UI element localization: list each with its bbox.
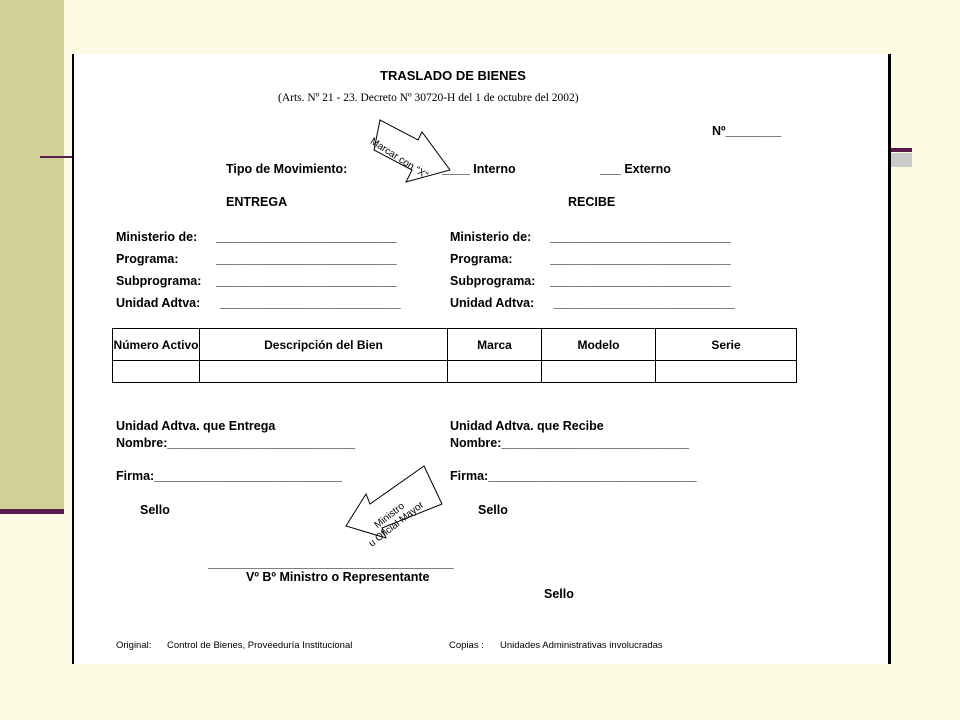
footer-copies-label: Copias : (449, 640, 484, 651)
recibe-subprogram-line: __________________________ (550, 274, 731, 288)
recibe-seal-label: Sello (478, 503, 508, 517)
recibe-unit-label: Unidad Adtva: (450, 296, 535, 310)
cell-description (200, 361, 448, 383)
vb-seal-label: Sello (544, 587, 574, 601)
footer-original-value: Control de Bienes, Proveeduría Institucional (167, 640, 353, 651)
document-number: Nº________ (712, 124, 782, 138)
recibe-unit-heading: Unidad Adtva. que Recibe (450, 419, 604, 433)
left-decorative-rule (0, 509, 64, 514)
cell-brand (448, 361, 542, 383)
recibe-ministry-line: __________________________ (550, 230, 731, 244)
recibe-name-line: Nombre:___________________________ (450, 436, 690, 450)
footer-original-label: Original: (116, 640, 152, 651)
recibe-signature-line: Firma:______________________________ (450, 469, 697, 483)
header-serial: Serie (656, 329, 797, 361)
entrega-subprogram-label: Subprograma: (116, 274, 202, 288)
entrega-unit-heading: Unidad Adtva. que Entrega (116, 419, 276, 433)
table-header-row (113, 329, 797, 361)
decorative-rule (40, 156, 74, 158)
movement-external-option: ___ Externo (600, 162, 671, 176)
form-title: TRASLADO DE BIENES (380, 68, 526, 83)
header-description: Descripción del Bien (200, 329, 448, 361)
minister-callout-text: Ministro u Oficial Mayor (366, 499, 427, 550)
recibe-subprogram-label: Subprograma: (450, 274, 536, 288)
recibe-heading: RECIBE (568, 195, 616, 209)
header-brand: Marca (448, 329, 542, 361)
entrega-subprogram-line: __________________________ (216, 274, 397, 288)
form-document (72, 54, 891, 664)
recibe-ministry-label: Ministerio de: (450, 230, 532, 244)
recibe-program-line: __________________________ (550, 252, 731, 266)
movement-type-label: Tipo de Movimiento: (226, 162, 348, 176)
left-decorative-band (0, 0, 64, 510)
header-model: Modelo (542, 329, 656, 361)
mark-x-callout-text: Marcar con "X" (368, 136, 430, 182)
entrega-signature-line: Firma:___________________________ (116, 469, 342, 483)
entrega-seal-label: Sello (140, 503, 170, 517)
entrega-unit-line: __________________________ (220, 296, 401, 310)
recibe-program-label: Programa: (450, 252, 513, 266)
entrega-name-line: Nombre:___________________________ (116, 436, 356, 450)
vb-signature-line: ______________________________________ (208, 556, 454, 570)
form-subtitle: (Arts. Nº 21 - 23. Decreto Nº 30720-H del 1 de octubre del 2002) (278, 92, 579, 104)
entrega-heading: ENTREGA (226, 195, 288, 209)
table-row (113, 361, 797, 383)
entrega-ministry-label: Ministerio de: (116, 230, 198, 244)
entrega-program-label: Programa: (116, 252, 179, 266)
entrega-ministry-line: __________________________ (216, 230, 397, 244)
cell-asset-number (113, 361, 200, 383)
entrega-unit-label: Unidad Adtva: (116, 296, 201, 310)
recibe-unit-line: __________________________ (554, 296, 735, 310)
entrega-program-line: __________________________ (216, 252, 397, 266)
header-asset-number: Número Activo (113, 329, 200, 361)
footer-copies-value: Unidades Administrativas involucradas (500, 640, 663, 651)
cell-model (542, 361, 656, 383)
assets-table (112, 328, 797, 383)
cell-serial (656, 361, 797, 383)
movement-internal-option: ____ Interno (442, 162, 516, 176)
vb-label: Vº Bº Ministro o Representante (246, 570, 430, 584)
